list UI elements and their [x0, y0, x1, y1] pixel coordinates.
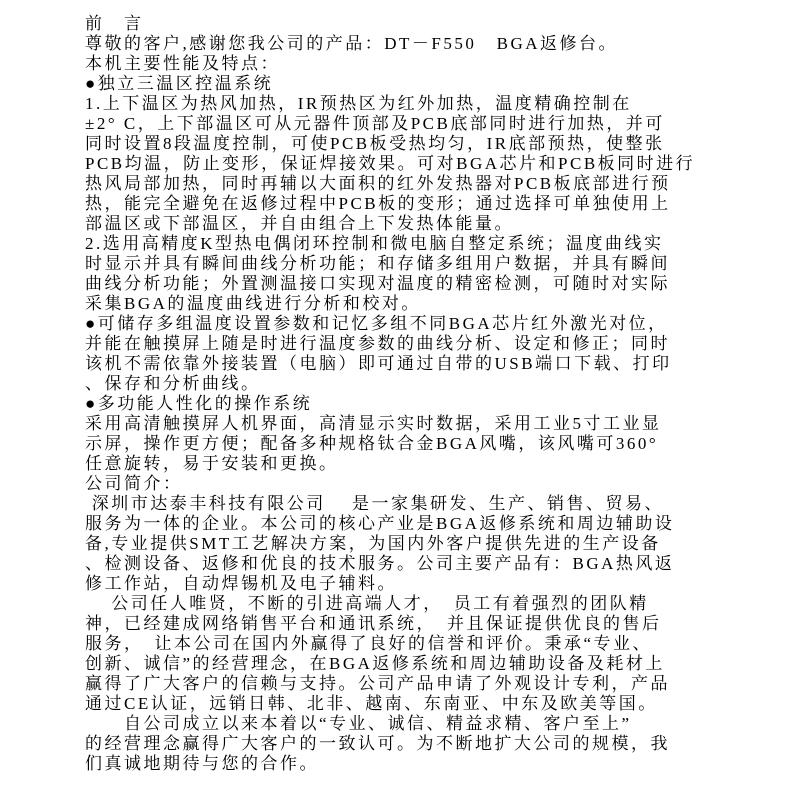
text-line: 们真诚地期待与您的合作。: [85, 754, 319, 773]
text-line: 部温区或下部温区，并自由组合上下发热体能量。: [85, 214, 514, 233]
text-line: 尊敬的客户,感谢您我公司的产品：DT－F550 BGA返修台。: [85, 34, 619, 53]
text-line: 任意旋转，易于安装和更换。: [85, 454, 339, 473]
text-line: 该机不需依靠外接装置（电脑）即可通过自带的USB端口下载、打印: [85, 354, 672, 373]
text-line: 创新、诚信”的经营理念，在BGA返修系统和周边辅助设备及耗材上: [85, 654, 665, 673]
text-line: 的经营理念赢得广大客户的一致认可。为不断地扩大公司的规模，我: [85, 734, 670, 753]
text-line: 公司任人唯贤，不断的引进高端人才， 员工有着强烈的团队精: [85, 594, 649, 613]
text-line: 时显示并具有瞬间曲线分析功能；和存储多组用户数据，并具有瞬间: [85, 254, 670, 273]
preface-heading: 前 言: [85, 14, 144, 33]
text-line: ±2° C，上下部温区可从元器件顶部及PCB底部同时进行加热，并可: [85, 114, 665, 133]
text-line: 深圳市达泰丰科技有限公司 是一家集研发、生产、销售、贸易、: [85, 494, 664, 513]
text-line: 曲线分析功能；外置测温接口实现对温度的精密检测，可随时对实际: [85, 274, 670, 293]
text-line: PCB均温，防止变形，保证焊接效果。可对BGA芯片和PCB板同时进行: [85, 154, 696, 173]
text-line: 、保存和分析曲线。: [85, 374, 261, 393]
text-line: 神，已经建成网络销售平台和通讯系统， 并且保证提供优良的售后: [85, 614, 662, 633]
text-line: 热风局部加热，同时再辅以大面积的红外发热器对PCB板底部进行预: [85, 174, 671, 193]
text-line: 1.上下温区为热风加热，IR预热区为红外加热，温度精确控制在: [85, 94, 632, 113]
text-line: 公司简介：: [85, 474, 183, 493]
text-line: 同时设置8段温度控制，可使PCB板受热均匀，IR底部预热，使整张: [85, 134, 665, 153]
text-line: 服务， 让本公司在国内外赢得了良好的信誉和评价。秉承“专业、: [85, 634, 653, 653]
text-line: 自公司成立以来本着以“专业、诚信、精益求精、客户至上”: [85, 714, 632, 733]
text-line: 备,专业提供SMT工艺解决方案，为国内外客户提供先进的生产设备: [85, 534, 661, 553]
text-line: ●多功能人性化的操作系统: [85, 394, 313, 413]
text-line: 、检测设备、返修和优良的技术服务。公司主要产品有：BGA热风返: [85, 554, 675, 573]
document-text-block: [85, 14, 765, 774]
text-line: 服务为一体的企业。本公司的核心产业是BGA返修系统和周边辅助设: [85, 514, 675, 533]
text-line: 热，能完全避免在返修过程中PCB板的变形；通过选择可单独使用上: [85, 194, 671, 213]
text-line: 采用高清触摸屏人机界面，高清显示实时数据，采用工业5寸工业显: [85, 414, 662, 433]
text-line: ●可储存多组温度设置参数和记忆多组不同BGA芯片红外激光对位，: [85, 314, 668, 333]
text-line: ●独立三温区控温系统: [85, 74, 274, 93]
text-line: 本机主要性能及特点：: [85, 54, 280, 73]
text-line: 修工作站，自动焊锡机及电子辅料。: [85, 574, 397, 593]
text-line: 采集BGA的温度曲线进行分析和校对。: [85, 294, 421, 313]
text-line: 并能在触摸屏上随是时进行温度参数的曲线分析、设定和修正；同时: [85, 334, 670, 353]
text-line: 示屏，操作更方便；配备多种规格钛合金BGA风嘴，该风嘴可360°: [85, 434, 659, 453]
text-line: 通过CE认证，远销日韩、北非、越南、东南亚、中东及欧美等国。: [85, 694, 658, 713]
text-line: 2.选用高精度K型热电偶闭环控制和微电脑自整定系统；温度曲线实: [85, 234, 664, 253]
text-line: 赢得了广大客户的信赖与支持。公司产品申请了外观设计专利，产品: [85, 674, 670, 693]
